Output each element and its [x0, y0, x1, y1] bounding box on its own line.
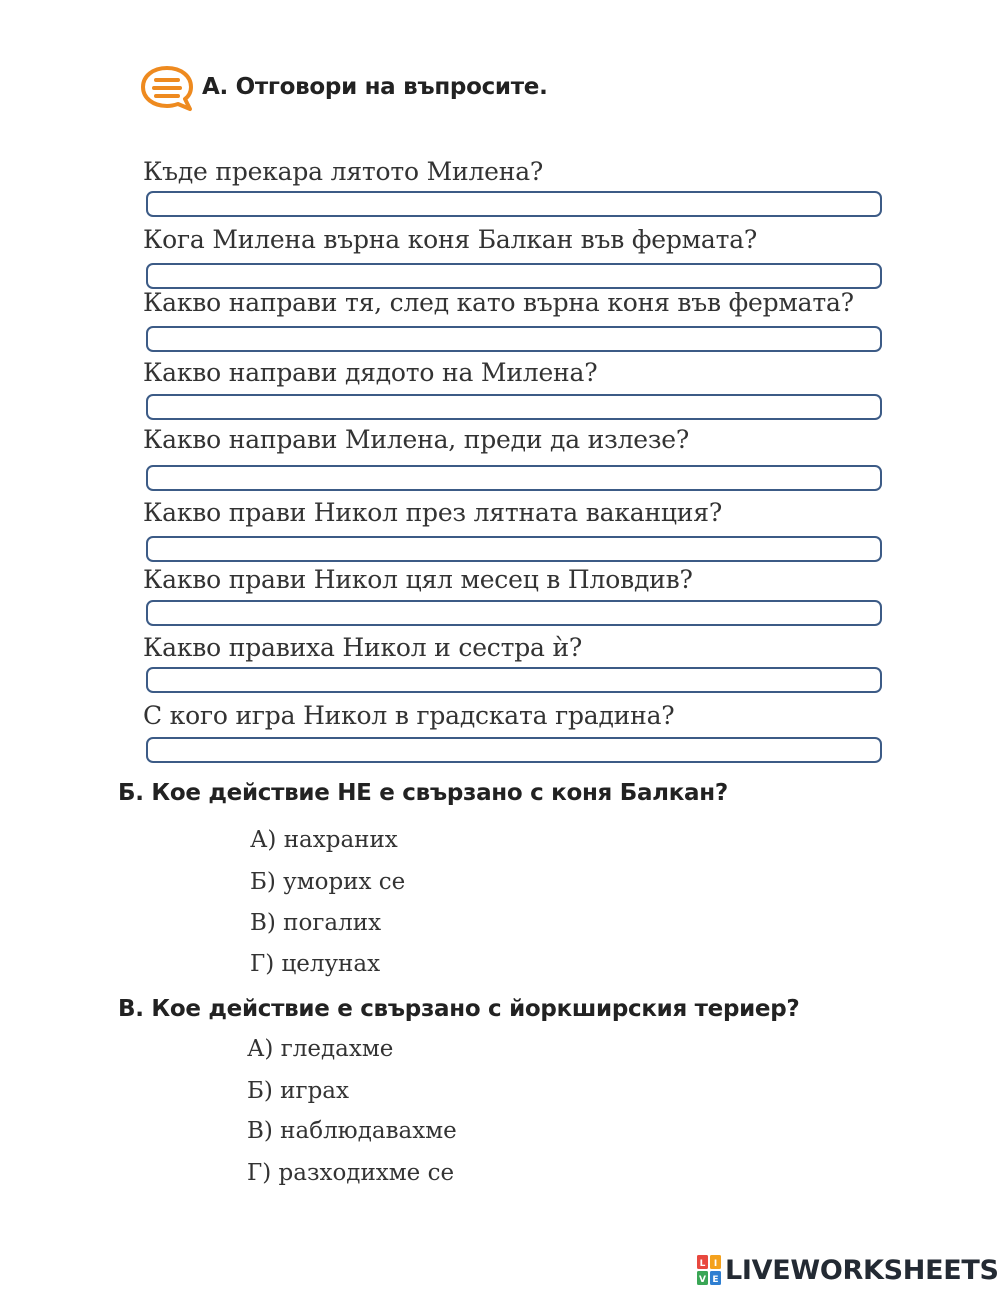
question-2: Кога Милена върна коня Балкан във фермата?	[143, 225, 758, 254]
section-a-title: А. Отговори на въпросите.	[202, 74, 548, 100]
answer-field-2[interactable]	[146, 263, 882, 289]
section-c-option-a[interactable]: А) гледахме	[247, 1036, 394, 1062]
logo-blocks-icon	[697, 1255, 721, 1285]
answer-field-5[interactable]	[146, 465, 882, 491]
liveworksheets-logo	[697, 1252, 999, 1288]
section-c-title: В. Кое действие е свързано с йоркширския териер?	[118, 996, 800, 1022]
section-b-title: Б. Кое действие НЕ е свързано с коня Балкан?	[118, 780, 728, 806]
section-b-option-a[interactable]: А) нахраних	[250, 827, 398, 853]
question-1: Къде прекара лятото Милена?	[143, 157, 544, 186]
section-b-option-d[interactable]: Г) целунах	[250, 951, 381, 977]
section-b-option-c[interactable]: В) погалих	[250, 910, 382, 936]
question-4: Какво направи дядото на Милена?	[143, 358, 598, 387]
logo-block-letter-v: V	[699, 1275, 706, 1285]
section-c-option-b[interactable]: Б) играх	[247, 1078, 349, 1104]
question-7: Какво прави Никол цял месец в Пловдив?	[143, 565, 693, 594]
logo-block-letter-l: L	[699, 1259, 706, 1269]
logo-text: LIVEWORKSHEETS	[725, 1254, 999, 1286]
answer-field-8[interactable]	[146, 667, 882, 693]
section-c-option-c[interactable]: В) наблюдавахме	[247, 1118, 457, 1144]
question-6: Какво прави Никол през лятната ваканция?	[143, 498, 723, 527]
section-c-option-d[interactable]: Г) разходихме се	[247, 1160, 455, 1186]
logo-block-letter-i: I	[713, 1259, 718, 1269]
answer-field-6[interactable]	[146, 536, 882, 562]
answer-field-9[interactable]	[146, 737, 882, 763]
answer-field-4[interactable]	[146, 394, 882, 420]
question-3: Какво направи тя, след като върна коня във фермата?	[143, 288, 854, 317]
section-b-option-b[interactable]: Б) уморих се	[250, 869, 406, 895]
question-5: Какво направи Милена, преди да излезе?	[143, 425, 690, 454]
answer-field-1[interactable]	[146, 191, 882, 217]
question-8: Какво правиха Никол и сестра ѝ?	[143, 633, 583, 662]
logo-block-letter-e: E	[712, 1275, 719, 1285]
question-9: С кого игра Никол в градската градина?	[143, 701, 675, 730]
chat-bubble-icon	[140, 64, 196, 112]
answer-field-3[interactable]	[146, 326, 882, 352]
answer-field-7[interactable]	[146, 600, 882, 626]
